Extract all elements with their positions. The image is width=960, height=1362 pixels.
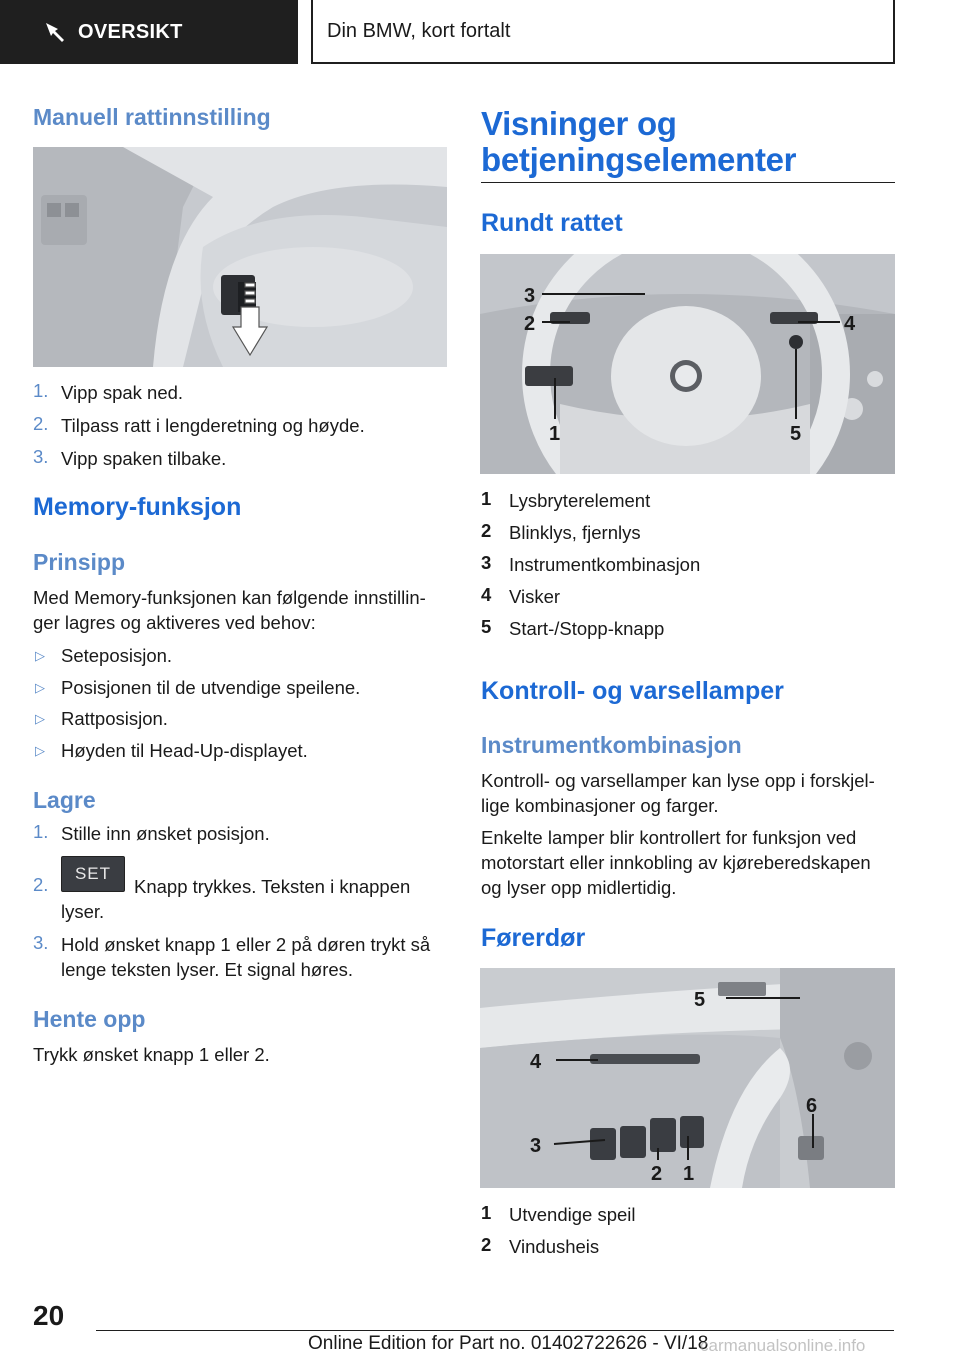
door-title: Førerdør xyxy=(481,924,586,952)
store-step-2-text-2: lyser. xyxy=(61,901,105,922)
steering-step-2-number: 2. xyxy=(33,413,49,434)
page-number: 20 xyxy=(33,1300,65,1331)
wheel-label-2: 2 xyxy=(524,313,536,335)
cluster-text-1: Kontroll- og varsellamper kan lyse opp i forskjel- xyxy=(481,770,875,791)
cluster-text-2: lige kombinasjoner og farger. xyxy=(481,795,719,816)
watermark: carmanualsonline.info xyxy=(700,1336,866,1355)
wheel-item-4-number: 4 xyxy=(481,584,492,605)
store-step-1-text: Stille inn ønsket posisjon. xyxy=(61,823,270,844)
chapter-tab-label: Din BMW, kort fortalt xyxy=(327,19,511,42)
steering-step-1-number: 1. xyxy=(33,380,49,401)
principle-item-4: Høyden til Head-Up-displayet. xyxy=(61,740,308,761)
door-label-2: 2 xyxy=(651,1163,663,1185)
recall-title: Hente opp xyxy=(33,1006,146,1032)
store-step-1-number: 1. xyxy=(33,821,49,842)
steering-step-3-text: Vipp spaken tilbake. xyxy=(61,448,227,469)
cluster-title: Instrumentkombinasjon xyxy=(481,732,742,758)
footer-divider xyxy=(96,1330,894,1331)
principle-item-2: Posisjonen til de utvendige speilene. xyxy=(61,677,361,698)
driver-door-figure xyxy=(480,968,895,1188)
cluster-text-5: og lyser opp midlertidig. xyxy=(481,877,677,898)
bullet-triangle-icon: ▷ xyxy=(35,743,45,758)
bmw-arrow-icon xyxy=(44,21,66,43)
steering-wheel-figure xyxy=(480,254,895,474)
chapter-tab[interactable] xyxy=(311,0,895,64)
steering-step-1-text: Vipp spak ned. xyxy=(61,382,184,403)
wheel-label-1: 1 xyxy=(549,423,561,445)
wheel-label-3: 3 xyxy=(524,285,536,307)
cluster-text-4: motorstart eller innkobling av kjøreberedskapen xyxy=(481,852,871,873)
main-title-line-1: Visninger og xyxy=(481,105,677,142)
principle-text-2: ger lagres og aktiveres ved behov: xyxy=(33,612,316,633)
principle-text-1: Med Memory-funksjonen kan følgende innstillin- xyxy=(33,587,426,608)
principle-title: Prinsipp xyxy=(33,549,126,575)
wheel-item-5-number: 5 xyxy=(481,616,492,637)
wheel-item-3-number: 3 xyxy=(481,552,492,573)
door-item-2-text: Vindusheis xyxy=(509,1236,600,1257)
principle-item-3: Rattposisjon. xyxy=(61,708,168,729)
wheel-title: Rundt rattet xyxy=(481,209,623,237)
wheel-label-5: 5 xyxy=(790,423,802,445)
recall-text: Trykk ønsket knapp 1 eller 2. xyxy=(33,1044,270,1065)
bullet-triangle-icon: ▷ xyxy=(35,648,45,663)
section-tab-label: OVERSIKT xyxy=(78,20,183,43)
store-step-3-text: Hold ønsket knapp 1 eller 2 på døren trykt så xyxy=(61,934,431,955)
wheel-item-4-text: Visker xyxy=(509,586,561,607)
bullet-triangle-icon: ▷ xyxy=(35,680,45,695)
wheel-item-2-text: Blinklys, fjernlys xyxy=(509,522,641,543)
door-item-2-number: 2 xyxy=(481,1234,492,1255)
set-button[interactable]: SET xyxy=(61,856,125,892)
store-title: Lagre xyxy=(33,787,96,813)
wheel-item-3-text: Instrumentkombinasjon xyxy=(509,554,701,575)
lamps-title: Kontroll- og varsellamper xyxy=(481,677,784,705)
wheel-label-4: 4 xyxy=(844,313,856,335)
store-step-3-text-2: lenge teksten lyser. Et signal høres. xyxy=(61,959,354,980)
steering-step-3-number: 3. xyxy=(33,446,49,467)
wheel-item-5-text: Start-/Stopp-knapp xyxy=(509,618,665,639)
door-label-4: 4 xyxy=(530,1051,542,1073)
bullet-triangle-icon: ▷ xyxy=(35,711,45,726)
wheel-item-1-number: 1 xyxy=(481,488,492,509)
wheel-item-1-text: Lysbryterelement xyxy=(509,490,651,511)
cluster-text-3: Enkelte lamper blir kontrollert for funksjon ved xyxy=(481,827,857,848)
steering-title: Manuell rattinnstilling xyxy=(33,104,271,130)
principle-item-1: Seteposisjon. xyxy=(61,645,173,666)
door-label-5: 5 xyxy=(694,989,706,1011)
store-step-2-number: 2. xyxy=(33,874,49,895)
door-item-1-number: 1 xyxy=(481,1202,492,1223)
store-step-2-text: Knapp trykkes. Teksten i knappen xyxy=(134,876,411,897)
steering-adjust-figure xyxy=(33,147,447,367)
door-label-1: 1 xyxy=(683,1163,695,1185)
title-divider xyxy=(481,182,895,183)
wheel-item-2-number: 2 xyxy=(481,520,492,541)
steering-step-2-text: Tilpass ratt i lengderetning og høyde. xyxy=(61,415,365,436)
main-title-line-2: betjeningselementer xyxy=(481,141,797,178)
store-step-3-number: 3. xyxy=(33,932,49,953)
memory-title: Memory-funksjon xyxy=(33,493,242,521)
door-item-1-text: Utvendige speil xyxy=(509,1204,636,1225)
section-tab[interactable] xyxy=(0,0,298,64)
door-label-6: 6 xyxy=(806,1095,818,1117)
edition-text: Online Edition for Part no. 01402722626 - VI/18 xyxy=(308,1333,709,1354)
door-label-3: 3 xyxy=(530,1135,542,1157)
